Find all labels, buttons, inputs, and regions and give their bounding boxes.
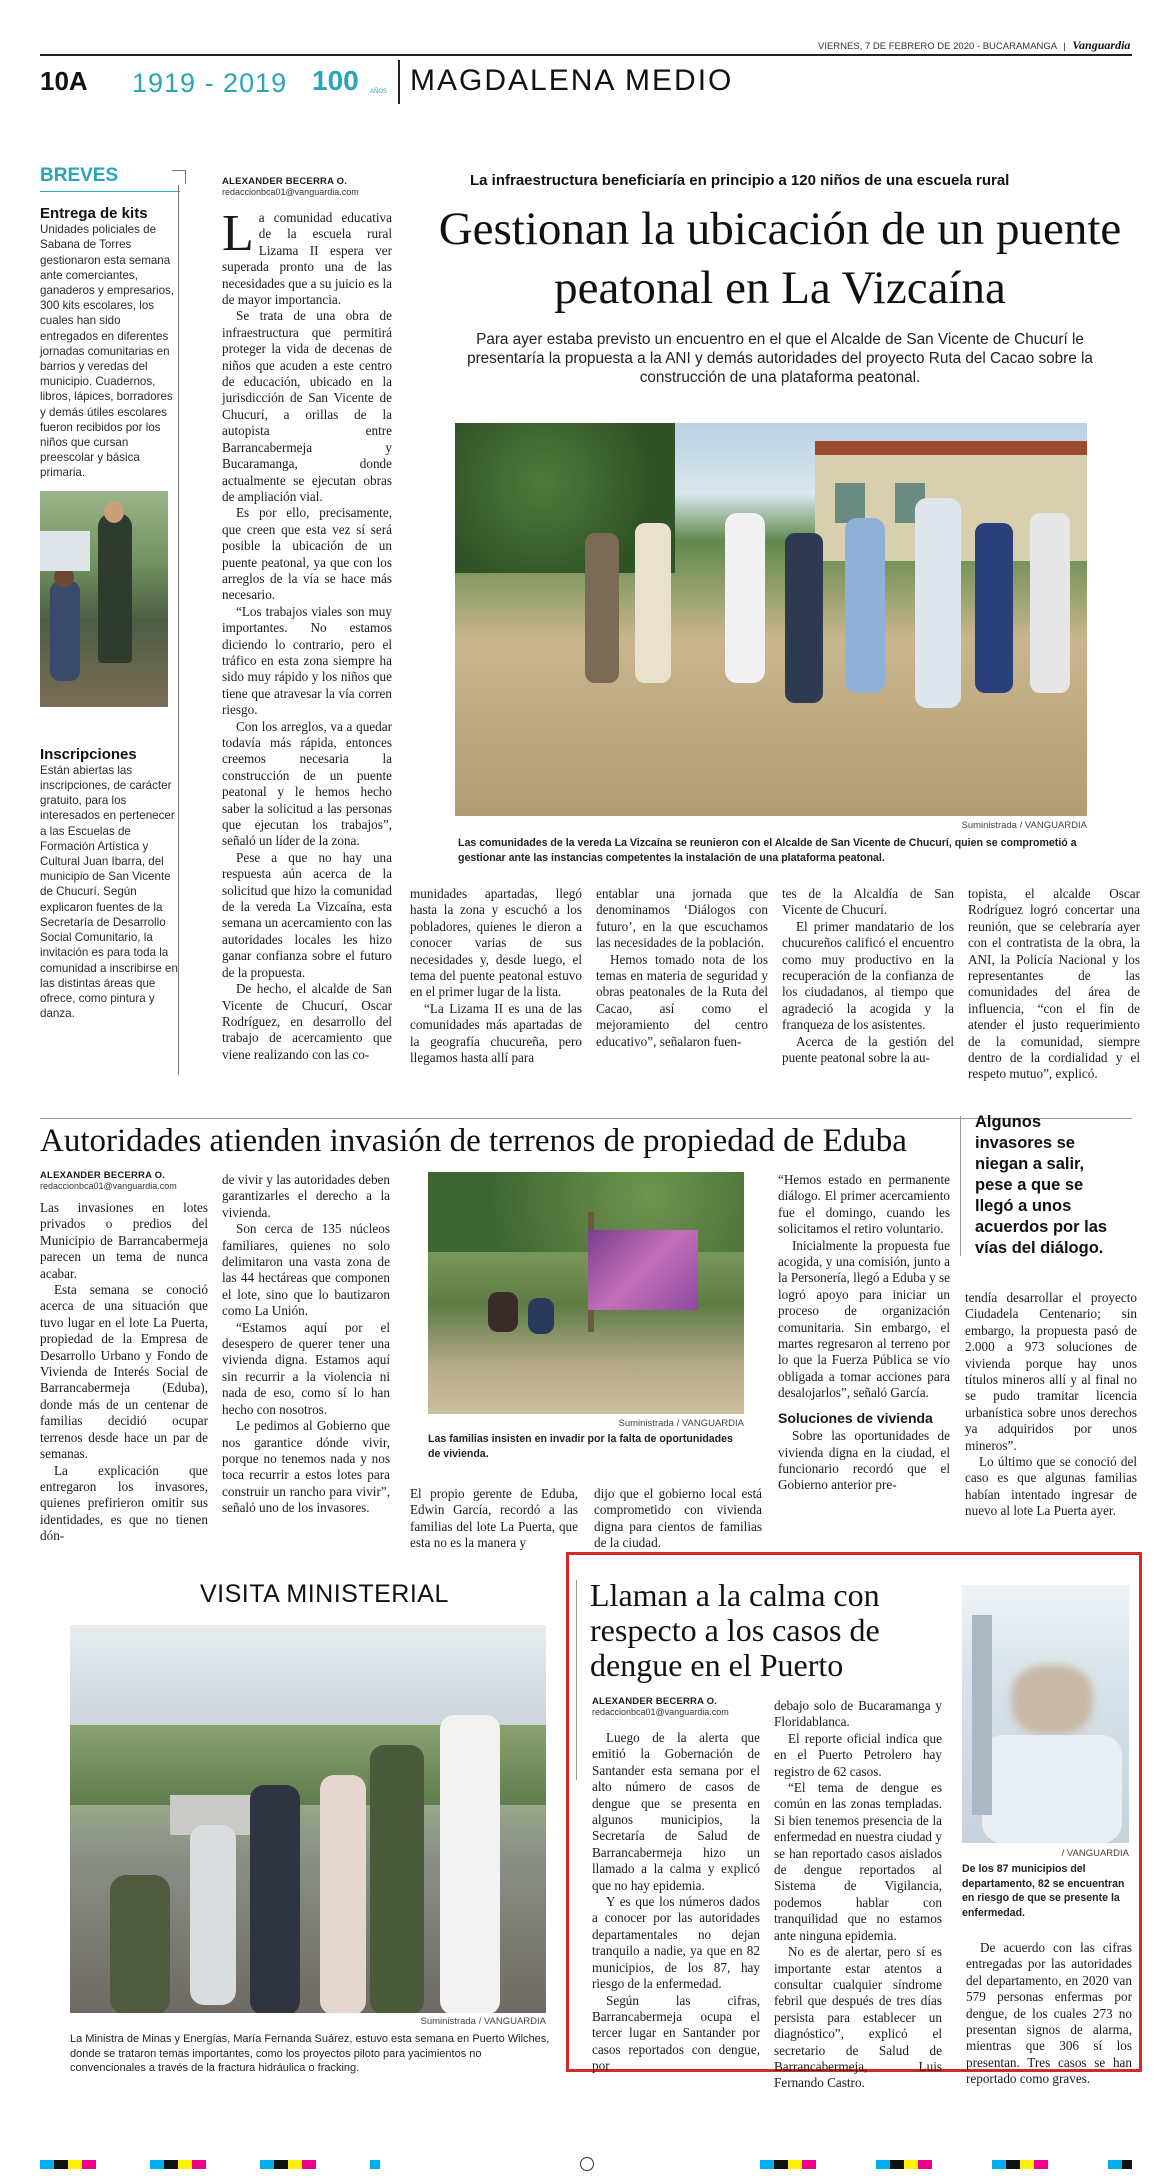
story2-caption: Las familias insisten en invadir por la falta de oportunidades de vivienda. [428, 1433, 733, 1460]
brand-logo: Vanguardia [1072, 38, 1131, 52]
story1-credit: Suministrada / VANGUARDIA [961, 820, 1087, 831]
story2-col1 [40, 1200, 208, 1545]
story1-c3p2: Hemos tomado nota de los temas en materia de seguridad y obras peatonales de la Ruta del Cacao, así como el mejoramiento del centro educativo”, señalaron fuen- [596, 951, 768, 1049]
story2-c5p3: Sobre las oportunidades de vivienda digna en la ciudad, el funcionario recordó que el Gobierno anterior pre- [778, 1428, 950, 1493]
story2-c2p4: Le pedimos al Gobierno que nos garantice dónde vivir, porque no tenemos nada y nos toca recurrir a estos lotes para construir un rancho para vivir”, señaló uno de los invasores. [222, 1418, 390, 1516]
story4-credit: / VANGUARDIA [1061, 1848, 1129, 1859]
story4-c2p3: “El tema de dengue es común en las zonas templadas. Si bien tenemos presencia de la enfermedad en nuestra ciudad y se han reportado casos aislados de dengue reportados al Sistema de Vigilancia, podemos hablar con tranquilidad que no estamos ante ninguna epidemia. [774, 1780, 942, 1943]
story2-col3 [410, 1486, 578, 1552]
breves-sidebar [40, 165, 180, 1021]
story1-p2: Se trata de una obra de infraestructura que permitirá proteger la vida de decenas de niños que acuden a este centro de educación, ubicado en la jurisdicción de San Vicente de Chucurí, a orillas de la autopista entre Barrancabermeja y Bucaramanga, donde actualmente se ejecutan obras de ampliación vial. [222, 308, 392, 504]
story1-c2p1: munidades apartadas, llegó hasta la zona y escuchó a los pobladores, quienes le dieron a conocer varias de sus necesidades y, desde luego, el tema del puente peatonal estuvo en el primer lugar de la lista. [410, 886, 582, 1000]
register-mark-icon [580, 2157, 594, 2171]
story2-c4p1: dijo que el gobierno local está comprometido con vivienda digna para cientos de familias de la ciudad. [594, 1486, 762, 1551]
story4-author: ALEXANDER BECERRA O. [592, 1696, 718, 1707]
story2-subhead: Soluciones de vivienda [778, 1409, 933, 1426]
story2-c2p1: de vivir y las autoridades deben garantizarles el derecho a la vivienda. [222, 1172, 390, 1220]
breves-title: BREVES [40, 165, 180, 192]
story1-p1 [222, 205, 392, 308]
section-title: MAGDALENA MEDIO [410, 64, 734, 97]
badge-word: AÑOS [370, 89, 388, 95]
story2-author: ALEXANDER BECERRA O. [40, 1170, 166, 1181]
story3-caption: La Ministra de Minas y Energías, María Fernanda Suárez, estuvo esta semana en Puerto Wilches, donde se trataron temas importantes, como los proyectos piloto para yacimientos no convencionales a través de la fractura hidráulica o fracking. [70, 2033, 550, 2074]
story4-email: redaccionbca01@vanguardia.com [592, 1707, 729, 1717]
story1-col3 [596, 886, 768, 1050]
dateline: VIERNES, 7 DE FEBRERO DE 2020 - BUCARAMANGA | Vanguardia [818, 38, 1131, 52]
story4-headline: Llaman a la calma con respecto a los casos de dengue en el Puerto [590, 1577, 880, 1683]
brief-kits-body: Unidades policiales de Sabana de Torres gestionaron esta semana ante comerciantes, ganaderos y empresarios, 300 kits escolares, los cuales han sido entregados en diferentes jornadas comunitarias en barrios y veredas del municipio. Cuadernos, libros, lápices, borradores y demás útiles escolares fueron recibidos por los niños que cursan preescolar y básica primaria. [40, 223, 175, 480]
story2-c3p1: El propio gerente de Eduba, Edwin García, recordó a las familias del lote La Puerta, que esta no es la manera y [410, 1486, 578, 1551]
brief-inscripciones-body: Están abiertas las inscripciones, de carácter gratuito, para los interesados en pertenecer a las Escuelas de Formación Artística y Cultural Juan Ibarra, del municipio de San Vicente de Chucurí. Según explicaron fuentes de la Secretaría de Desarrollo Social Comunitario, la invitación es para toda la comunidad a inscribirse en las distintas áreas que ofrece, como pintura y danza. [40, 763, 178, 1021]
story4-c1p2: Y es que los números dados a conocer por las autoridades departamentales no dejan tranquilo a nadie, ya que en 82 municipios, de los 87, hay riesgo de la enfermedad. [592, 1894, 760, 1992]
story2-c5p1: “Hemos estado en permanente diálogo. El primer acercamiento fue el domingo, cuando les solicitamos el retiro voluntario. [778, 1172, 950, 1237]
story1-email: redaccionbca01@vanguardia.com [222, 187, 359, 197]
page-number: 10A [40, 66, 88, 96]
story1-col5 [968, 886, 1140, 1083]
story1-p1-text: a comunidad educativa de la escuela rural Lizama II espera ver superada pronto una de las necesidades que a su juicio es la de mayor importancia. [222, 210, 392, 308]
brief-kits-heading: Entrega de kits [40, 205, 148, 222]
story2-col6 [965, 1290, 1137, 1520]
story2-headline: Autoridades atienden invasión de terrenos de propiedad de Eduba [40, 1123, 907, 1159]
story1-c4p1: tes de la Alcaldía de San Vicente de Chucurí. [782, 886, 954, 918]
story2-pullquote-rule [960, 1116, 961, 1256]
story1-c4p3: Acerca de la gestión del puente peatonal sobre la au- [782, 1033, 954, 1066]
story4-col2 [774, 1698, 942, 2092]
story4-c2p2: El reporte oficial indica que en el Puerto Petrolero hay registro de 62 casos. [774, 1730, 942, 1779]
story2-c6p1: tendía desarrollar el proyecto Ciudadela Centenario; sin embargo, la propuesta pasó de 2.000 a 973 soluciones de vivienda porque hay unos títulos mineros allí y al final no se pudo tramitar licencia urbanística sobre unos derechos ya adquiridos por unos mineros”. [965, 1290, 1137, 1453]
story1-caption: Las comunidades de la vereda La Vizcaína se reunieron con el Alcalde de San Vicente de Chucurí, quien se comprometió a gestionar ante las instancias competentes la instalación de una plataforma peatonal. [458, 837, 1077, 864]
story1-p5: Con los arreglos, va a quedar todavía más rápida, entonces creemos necesaria la construcción de un puente peatonal y le hemos hecho saber la solicitud a las personas que ejecutan los trabajos”, señaló un líder de la zona. [222, 718, 392, 849]
story1-p4: “Los trabajos viales son muy importantes. No estamos diciendo lo contrario, pero el tráfico en esta zona siempre ha sido muy rápido y los niños que tiene que atravesar la vía corren riesgo. [222, 603, 392, 718]
color-bar-left [40, 2160, 380, 2169]
story4-c3p1: De acuerdo con las cifras entregadas por las autoridades del departamento, en 2020 van 579 personas enfermas por dengue, de los cuales 273 no presentan signos de alarma, mientras que 306 sí los presentan. Tres casos se han reportado como graves. [966, 1940, 1132, 2087]
story2-c1p1: Las invasiones en lotes privados o predios del Municipio de Barrancabermeja parecen un tema de nunca acabar. [40, 1200, 208, 1281]
story4-col3 [966, 1940, 1132, 2088]
story4-photo [962, 1585, 1129, 1843]
story4-col1 [592, 1730, 760, 2075]
breves-bracket [172, 170, 186, 184]
story1-deck: Para ayer estaba previsto un encuentro en el que el Alcalde de San Vicente de Chucurí le presentaría la propuesta a la ANI y demás autoridades del proyecto Ruta del Cacao sobre la construcción de una plataforma peatonal. [467, 331, 1093, 386]
story2-c5p2: Inicialmente la propuesta fue acogida, y una comisión, junto a la Personería, llegó a Eduba y se logró apoyo para iniciar un proceso de organización comunitaria. Sin embargo, el martes regresaron al terreno por lo que la Fuerza Pública se vio obligada a tomar acciones para desalojarlos”, señaló García. [778, 1237, 950, 1401]
section-divider [398, 60, 400, 104]
story2-col4 [594, 1486, 762, 1552]
story2-top-rule [40, 1118, 1132, 1119]
story1-col1 [222, 205, 392, 1063]
story2-col2 [222, 1172, 390, 1517]
story2-photo [428, 1172, 744, 1414]
story1-byline [222, 176, 359, 197]
story4-c1p1: Luego de la alerta que emitió la Gobernación de Santander esta semana por el alto número de casos de dengue que se presenta en algunos municipios, la Secretaría de Salud de Barrancabermeja hizo un llamado a la calma y explicó que no hay epidemia. [592, 1730, 760, 1893]
story2-email: redaccionbca01@vanguardia.com [40, 1181, 177, 1191]
brief-kits [40, 206, 180, 481]
story1-col4 [782, 886, 954, 1066]
story1-c4p2: El primer mandatario de los chucureños calificó el encuentro como muy productivo en la recuperación de la confianza de los ciudadanos, al tiempo que agradeció la acogida y la franqueza de los asistentes. [782, 918, 954, 1033]
story2-c6p2: Lo último que se conoció del caso es que algunas familias habían intentado ingresar de nuevo al lote La Puerta ayer. [965, 1454, 1137, 1519]
story1-dropcap: L [222, 205, 254, 262]
centenary-logo-icon [310, 62, 390, 98]
story4-c2p1: debajo solo de Bucaramanga y Floridablanca. [774, 1698, 942, 1730]
story1-p6: Pese a que no hay una respuesta aún acerca de la solicitud que hizo la comunidad de la vereda La Vizcaína, esta semana un acercamiento con las autoridades locales les hizo ganar confianza sobre el futuro de la propuesta. [222, 849, 392, 980]
story1-p7: De hecho, el alcalde de San Vicente de Chucurí, Oscar Rodríguez, en desarrollo del trabajo de acercamiento que viene realizando con las co- [222, 981, 392, 1062]
breves-rule [178, 185, 179, 1075]
story1-c2p2: “La Lizama II es una de las comunidades más apartadas de la geografía chucureña, pero llegamos hasta allí para [410, 1000, 582, 1066]
story4-left-rule [576, 1580, 577, 1780]
header-rule [40, 54, 1132, 56]
story1-c3p1: entablar una jornada que denominamos ‘Diálogos con futuro’, en la que escuchamos las necesidades de la población. [596, 886, 768, 951]
brief-inscripciones [40, 747, 180, 1022]
story1-p3: Es por ello, precisamente, que creen que esta vez sí será posible la ubicación de un puente peatonal, ya que con los arreglos de la vía se hace más necesario. [222, 505, 392, 603]
story1-author: ALEXANDER BECERRA O. [222, 176, 348, 187]
story2-c1p3: La explicación que entregaron los invasores, quienes prefirieron omitir sus identidades, es que no tienen dón- [40, 1462, 208, 1544]
centenary-years: 1919 - 2019 [132, 68, 288, 98]
story2-pullquote: Algunos invasores se niegan a salir, pese a que se llegó a unos acuerdos por las vías del diálogo. [975, 1113, 1108, 1257]
story4-c2p4: No es de alertar, pero sí es importante estar atentos a consultar cualquier síndrome febril que después de tres días persista para establecer un diagnóstico”, explicó el secretario de Salud de Barrancabermeja, Luis Fernando Castro. [774, 1944, 942, 2091]
badge-number: 100 [312, 65, 359, 96]
story2-c2p2: Son cerca de 135 núcleos familiares, quienes no solo delimitaron una vasta zona de las 44 hectáreas que componen el lote, sino que lo bautizaron como La Unión. [222, 1221, 390, 1319]
story1-col2 [410, 886, 582, 1066]
story2-c1p2: Esta semana se conoció acerca de una situación que tuvo lugar en el lote La Puerta, propiedad de la Empresa de Desarrollo Urbano y Fondo de Vivienda de Interés Social de Barrancabermeja (Eduba), donde más de un centenar de familias decidió ocupar terrenos desde hace un par de semanas. [40, 1282, 208, 1462]
color-bar-right [700, 2160, 1132, 2169]
story3-label: VISITA MINISTERIAL [200, 1580, 449, 1608]
story2-c2p3: “Estamos aquí por el desespero de querer tener una vivienda digna. Estamos aquí sin recurrir a la violencia ni nada de eso, como sí lo han hecho con nosotros. [222, 1319, 390, 1417]
story3-photo [70, 1625, 546, 2013]
story2-credit: Suministrada / VANGUARDIA [618, 1418, 744, 1429]
story2-byline [40, 1170, 177, 1191]
story2-col5 [778, 1172, 950, 1494]
story3-credit: Suministrada / VANGUARDIA [420, 2016, 546, 2027]
story1-photo [455, 423, 1087, 816]
centenary-badge [310, 62, 390, 98]
dateline-text: VIERNES, 7 DE FEBRERO DE 2020 - BUCARAMANGA [818, 41, 1057, 52]
story1-c5p1: topista, el alcalde Oscar Rodríguez logró concertar una reunión, que se celebraría ayer con el contratista de la obra, la ANI, la Policía Nacional y los representantes de las comunidades del área de influencia, “con el fin de atender el justo requerimiento de la comunidad, siempre dentro de la cordialidad y el respeto mutuo”, explicó. [968, 886, 1140, 1082]
brief-police-photo [40, 491, 168, 707]
story4-byline [592, 1696, 729, 1717]
story4-c1p3: Según las cifras, Barrancabermeja ocupa el tercer lugar en Santander por casos reportados con dengue, por [592, 1992, 760, 2074]
story4-caption: De los 87 municipios del departamento, 82 se encuentran en riesgo de que se presente la enfermedad. [962, 1863, 1125, 1919]
story1-kicker: La infraestructura beneficiaría en principio a 120 niños de una escuela rural [470, 172, 1010, 189]
brief-inscripciones-heading: Inscripciones [40, 745, 137, 763]
story1-headline: Gestionan la ubicación de un puente peatonal en La Vizcaína [438, 203, 1122, 314]
